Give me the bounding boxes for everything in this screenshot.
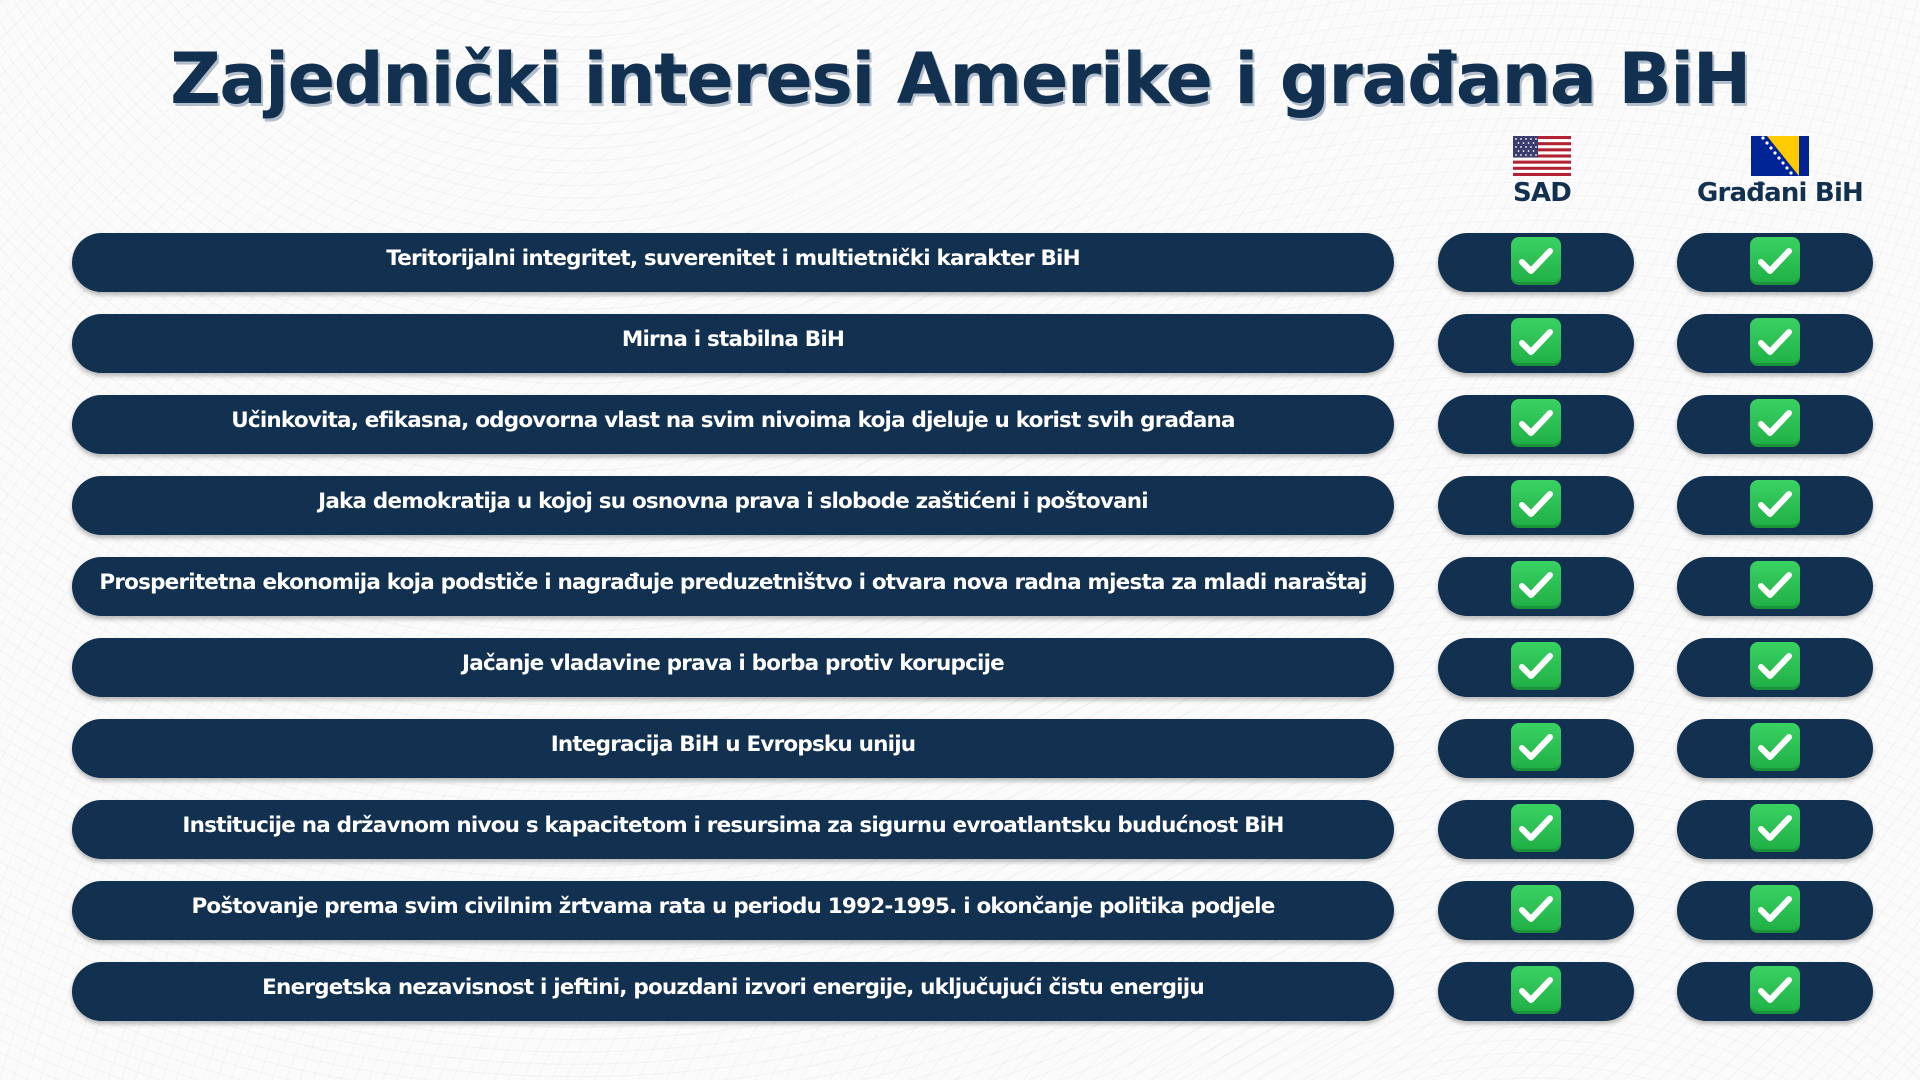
interest-row (0, 233, 1920, 292)
check-mark-icon (1511, 237, 1561, 285)
check-cell-sad (1438, 557, 1634, 616)
interest-label-pill (72, 476, 1394, 535)
interest-label-pill (72, 881, 1394, 940)
check-mark-icon (1750, 885, 1800, 933)
check-cell-sad (1438, 395, 1634, 454)
interest-label: Učinkovita, efikasna, odgovorna vlast na svim nivoima koja djeluje u korist svih građana (231, 408, 1235, 433)
page-title: Zajednički interesi Amerike i građana BiH (170, 38, 1750, 120)
check-mark-icon (1511, 561, 1561, 609)
column-label-bih: Građani BiH (1696, 178, 1864, 208)
check-cell-sad (1438, 476, 1634, 535)
check-mark-glyph (1519, 489, 1553, 519)
interest-row (0, 314, 1920, 373)
check-mark-icon (1750, 561, 1800, 609)
interest-label-pill (72, 557, 1394, 616)
interest-label: Prosperitetna ekonomija koja podstiče i nagrađuje preduzetništvo i otvara nova radna mjesta za mladi naraštaj (99, 570, 1367, 595)
interest-label: Teritorijalni integritet, suverenitet i multietnički karakter BiH (386, 246, 1080, 271)
interest-label-pill (72, 638, 1394, 697)
interest-row (0, 800, 1920, 859)
interest-label: Institucije na državnom nivou s kapacitetom i resursima za sigurnu evroatlantsku budućnost BiH (182, 813, 1284, 838)
check-mark-glyph (1519, 894, 1553, 924)
interest-row (0, 719, 1920, 778)
interest-row (0, 962, 1920, 1021)
check-cell-sad (1438, 881, 1634, 940)
interest-label-pill (72, 233, 1394, 292)
column-header-bih (1660, 136, 1900, 208)
check-cell-sad (1438, 233, 1634, 292)
check-mark-glyph (1758, 651, 1792, 681)
interest-label: Integracija BiH u Evropsku uniju (550, 732, 916, 757)
interest-row (0, 638, 1920, 697)
check-mark-icon (1750, 642, 1800, 690)
check-cell-bih (1677, 395, 1873, 454)
check-cell-sad (1438, 719, 1634, 778)
interest-label: Energetska nezavisnost i jeftini, pouzdani izvori energije, uključujući čistu energiju (262, 975, 1204, 1000)
check-mark-icon (1750, 723, 1800, 771)
interest-label-pill (72, 719, 1394, 778)
check-mark-glyph (1519, 651, 1553, 681)
check-mark-glyph (1758, 489, 1792, 519)
interest-label-pill (72, 314, 1394, 373)
check-mark-glyph (1758, 570, 1792, 600)
interest-row (0, 557, 1920, 616)
check-mark-glyph (1519, 732, 1553, 762)
check-mark-glyph (1519, 570, 1553, 600)
check-mark-glyph (1519, 246, 1553, 276)
check-mark-glyph (1758, 246, 1792, 276)
interest-label: Jaka demokratija u kojoj su osnovna prava i slobode zaštićeni i poštovani (318, 489, 1148, 514)
check-cell-sad (1438, 800, 1634, 859)
bih-flag-icon (1751, 136, 1809, 176)
check-mark-icon (1511, 399, 1561, 447)
check-mark-icon (1750, 318, 1800, 366)
interest-label: Poštovanje prema svim civilnim žrtvama rata u periodu 1992-1995. i okončanje politika podjele (191, 894, 1275, 919)
interest-label-pill (72, 800, 1394, 859)
check-mark-icon (1750, 399, 1800, 447)
check-mark-glyph (1758, 894, 1792, 924)
check-mark-glyph (1519, 813, 1553, 843)
interests-table (0, 233, 1920, 1043)
interest-label-pill (72, 395, 1394, 454)
check-mark-icon (1511, 642, 1561, 690)
check-mark-icon (1511, 804, 1561, 852)
interest-label: Jačanje vladavine prava i borba protiv korupcije (462, 651, 1004, 676)
interest-row (0, 476, 1920, 535)
check-cell-bih (1677, 800, 1873, 859)
check-mark-icon (1750, 804, 1800, 852)
check-cell-sad (1438, 962, 1634, 1021)
check-mark-glyph (1519, 408, 1553, 438)
us-flag-icon (1513, 136, 1571, 176)
check-cell-bih (1677, 962, 1873, 1021)
check-cell-bih (1677, 314, 1873, 373)
check-mark-glyph (1758, 327, 1792, 357)
interest-label-pill (72, 962, 1394, 1021)
check-cell-bih (1677, 719, 1873, 778)
check-cell-bih (1677, 557, 1873, 616)
check-mark-glyph (1758, 813, 1792, 843)
check-cell-bih (1677, 233, 1873, 292)
interest-row (0, 395, 1920, 454)
check-mark-glyph (1519, 327, 1553, 357)
check-mark-glyph (1758, 408, 1792, 438)
check-mark-icon (1511, 318, 1561, 366)
column-header-sad (1422, 136, 1662, 208)
check-mark-icon (1750, 966, 1800, 1014)
column-label-sad: SAD (1512, 178, 1572, 208)
interest-row (0, 881, 1920, 940)
check-mark-glyph (1758, 975, 1792, 1005)
interest-label: Mirna i stabilna BiH (621, 327, 845, 352)
check-mark-icon (1511, 885, 1561, 933)
check-mark-icon (1511, 480, 1561, 528)
check-mark-icon (1511, 723, 1561, 771)
check-mark-icon (1750, 237, 1800, 285)
check-mark-icon (1750, 480, 1800, 528)
check-cell-sad (1438, 638, 1634, 697)
check-mark-glyph (1519, 975, 1553, 1005)
check-cell-bih (1677, 638, 1873, 697)
check-cell-bih (1677, 476, 1873, 535)
check-cell-bih (1677, 881, 1873, 940)
check-mark-glyph (1758, 732, 1792, 762)
check-mark-icon (1511, 966, 1561, 1014)
check-cell-sad (1438, 314, 1634, 373)
